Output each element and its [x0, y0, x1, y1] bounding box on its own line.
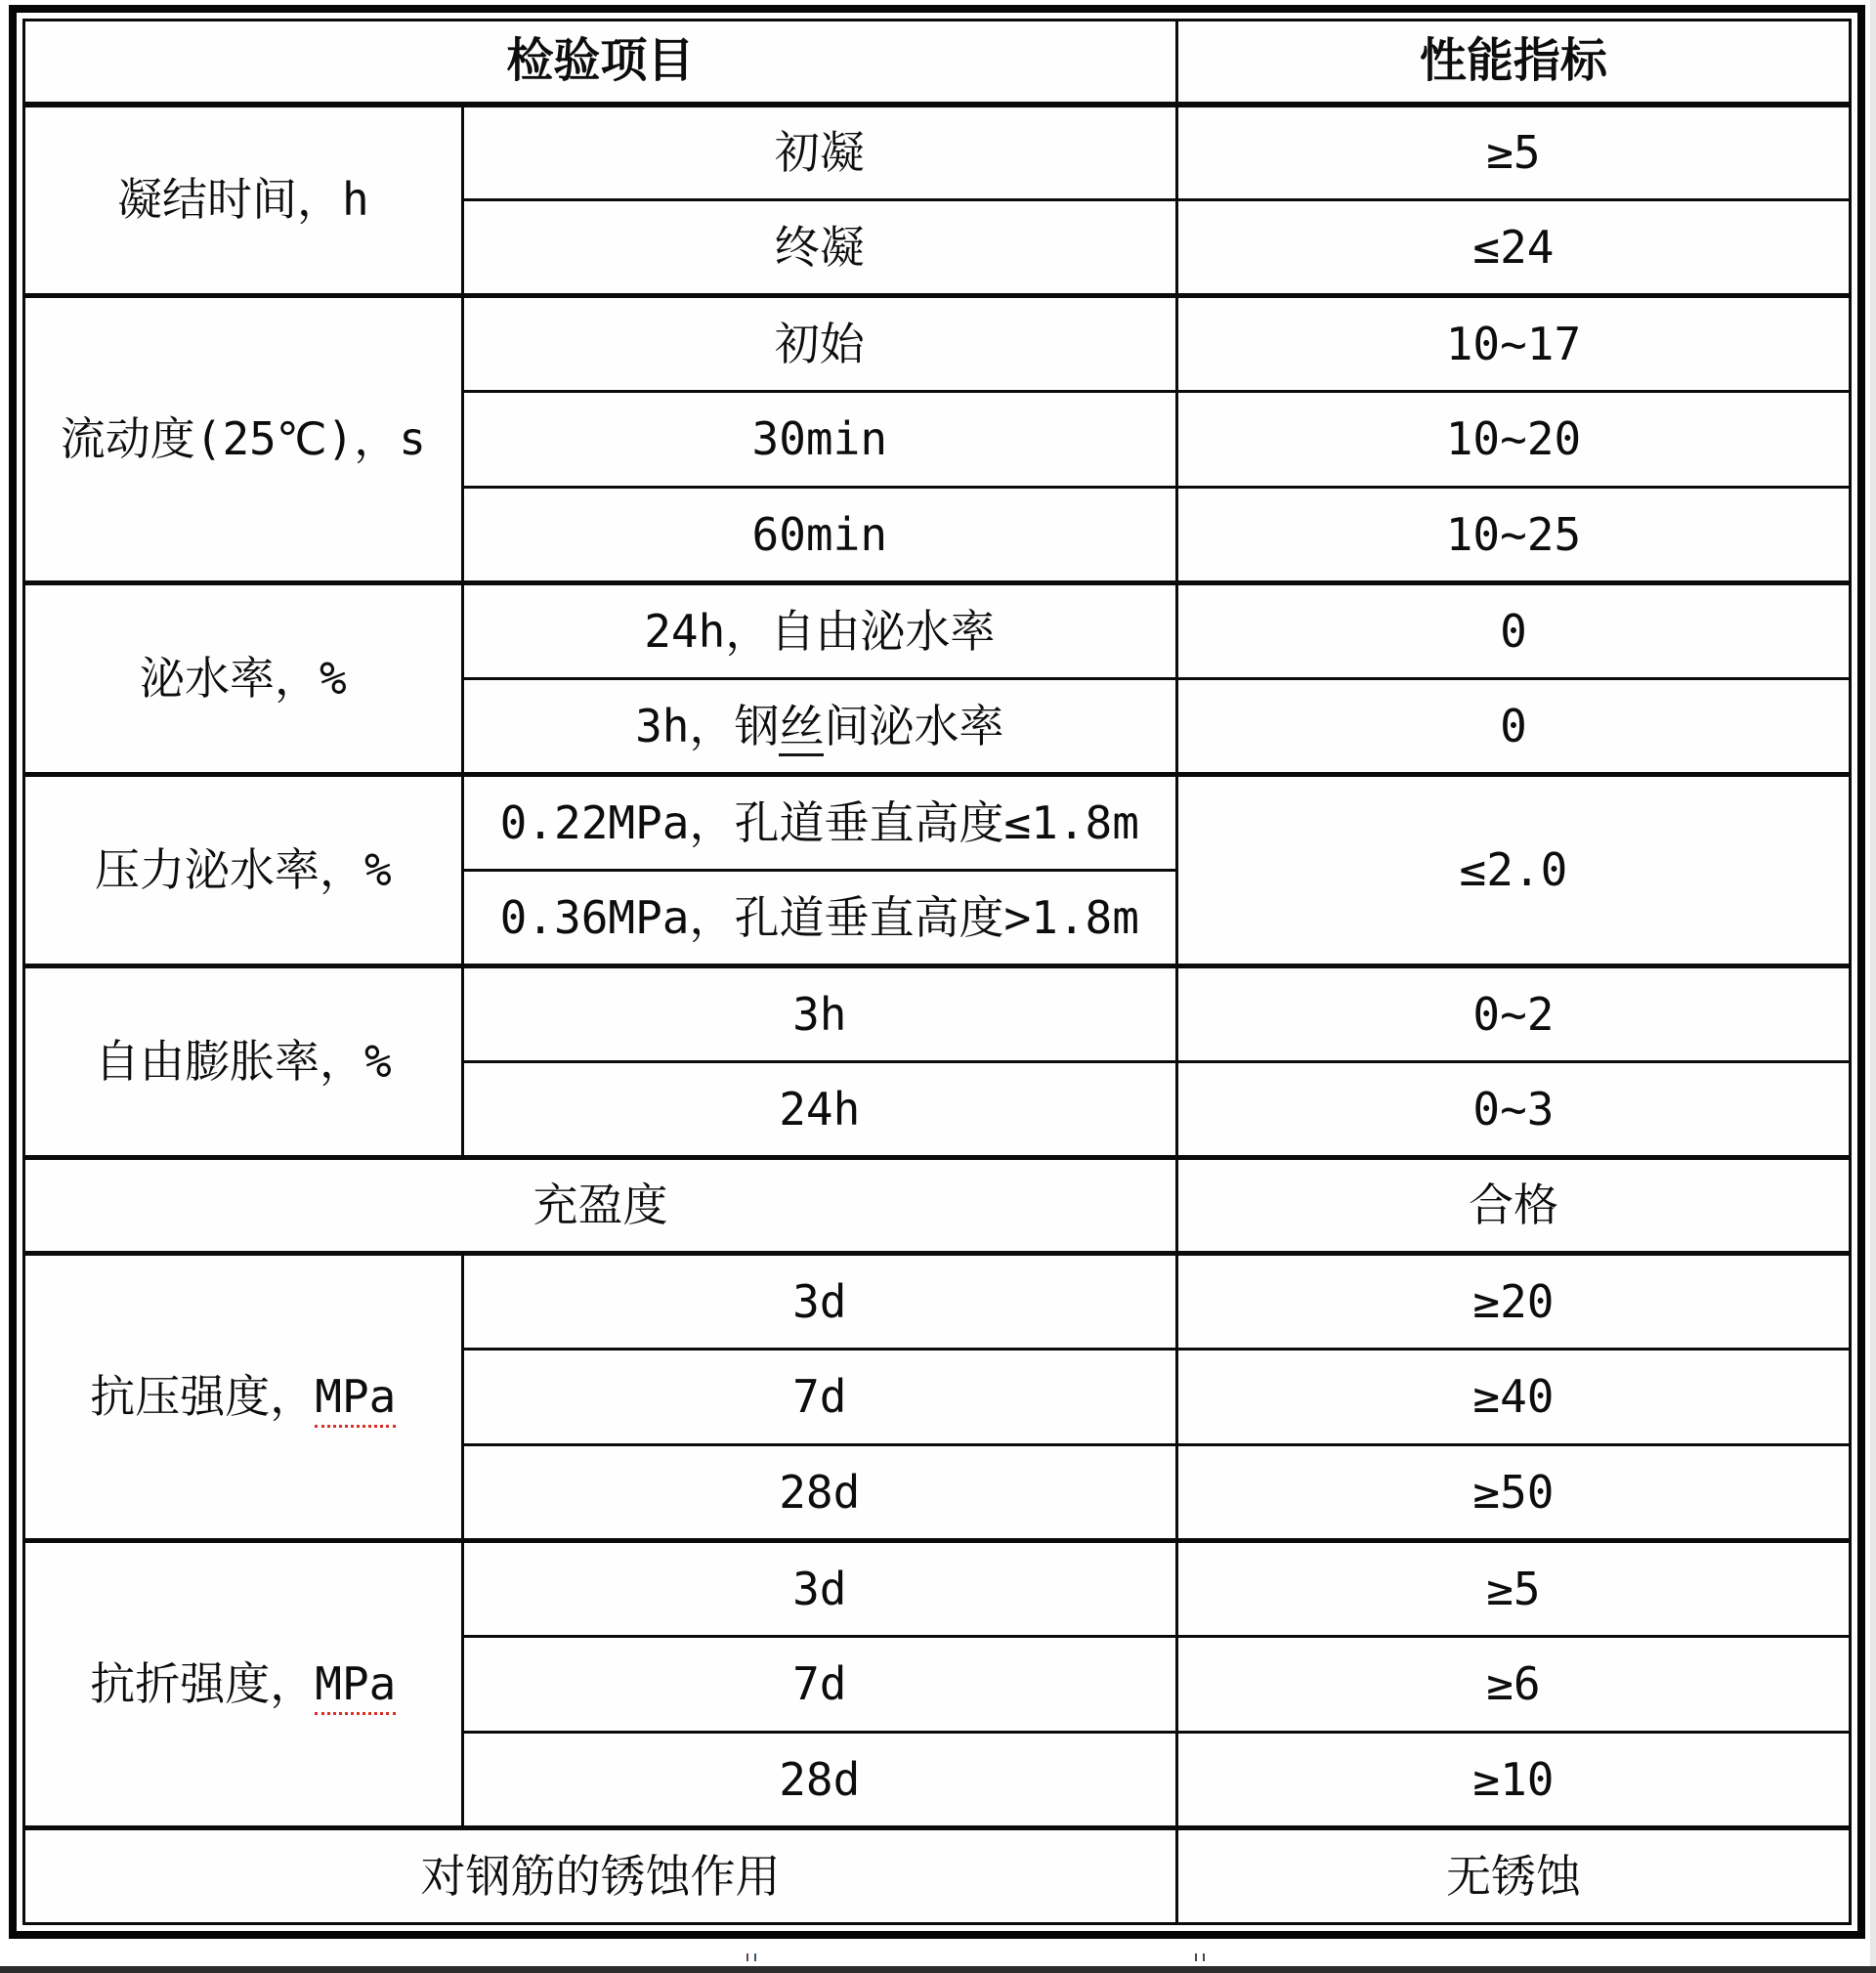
header-value-cell: 性能指标 — [1176, 21, 1850, 105]
value-cell: 10~17 — [1176, 296, 1850, 392]
table-outer-frame — [9, 5, 1865, 1939]
value-cell: 0 — [1176, 679, 1850, 775]
sub-item-cell: 3d — [462, 1541, 1176, 1637]
row-label-cell: 自由膨胀率，% — [24, 966, 463, 1158]
value-cell: 合格 — [1176, 1158, 1850, 1254]
row-label-cell: 凝结时间，h — [24, 105, 463, 296]
stray-mark — [746, 1953, 751, 1961]
sub-item-cell: 0.36MPa，孔道垂直高度>1.8m — [462, 871, 1176, 966]
sub-item-cell: 60min — [462, 488, 1176, 583]
row-label-text: 抗折强度， — [90, 1657, 316, 1711]
sub-item-cell: 28d — [462, 1733, 1176, 1828]
spec-table — [22, 19, 1852, 1925]
value-cell: ≥10 — [1176, 1733, 1850, 1828]
value-cell: 10~25 — [1176, 488, 1850, 583]
value-cell: 10~20 — [1176, 392, 1850, 488]
window-bottom-bar — [0, 1966, 1876, 1973]
underlined-char: 丝 — [779, 700, 824, 756]
full-span-label-cell: 充盈度 — [24, 1158, 1177, 1254]
screen-right-edge — [1870, 0, 1876, 1973]
stray-mark — [1195, 1953, 1200, 1961]
value-cell: 0~3 — [1176, 1062, 1850, 1158]
sub-item-cell: 3h — [462, 966, 1176, 1062]
sub-item-cell: 7d — [462, 1350, 1176, 1445]
row-label-cell: 压力泌水率，% — [24, 775, 463, 966]
full-span-label-cell: 对钢筋的锈蚀作用 — [24, 1828, 1177, 1924]
row-label-text: 抗压强度， — [90, 1370, 316, 1424]
value-cell: 0 — [1176, 583, 1850, 679]
value-cell: ≥6 — [1176, 1637, 1850, 1733]
merged-value-cell: ≤2.0 — [1176, 775, 1850, 966]
sub-item-cell: 初始 — [462, 296, 1176, 392]
sub-item-cell: 初凝 — [462, 105, 1176, 200]
row-label-cell — [24, 1541, 463, 1828]
sub-item-cell: 28d — [462, 1445, 1176, 1541]
value-cell: 0~2 — [1176, 966, 1850, 1062]
sub-item-cell: 24h — [462, 1062, 1176, 1158]
header-items-cell: 检验项目 — [24, 21, 1177, 105]
sub-item-cell: 0.22MPa，孔道垂直高度≤1.8m — [462, 775, 1176, 871]
sub-item-cell: 7d — [462, 1637, 1176, 1733]
sub-item-cell — [462, 679, 1176, 775]
sub-item-cell: 24h，自由泌水率 — [462, 583, 1176, 679]
sub-item-text: 间泌水率 — [824, 699, 1004, 752]
row-label-cell — [24, 1254, 463, 1541]
value-cell: ≥5 — [1176, 1541, 1850, 1637]
value-cell: ≤24 — [1176, 200, 1850, 296]
value-cell: ≥5 — [1176, 105, 1850, 200]
sub-item-cell: 终凝 — [462, 200, 1176, 296]
value-cell: ≥40 — [1176, 1350, 1850, 1445]
spellcheck-squiggle-unit: MPa — [315, 1370, 396, 1428]
value-cell: ≥50 — [1176, 1445, 1850, 1541]
sub-item-cell: 3d — [462, 1254, 1176, 1350]
row-label-cell: 泌水率，% — [24, 583, 463, 775]
spellcheck-squiggle-unit: MPa — [315, 1657, 396, 1715]
sub-item-cell: 30min — [462, 392, 1176, 488]
value-cell: 无锈蚀 — [1176, 1828, 1850, 1924]
row-label-cell: 流动度(25℃)，s — [24, 296, 463, 583]
sub-item-text: 3h，钢 — [635, 699, 780, 752]
value-cell: ≥20 — [1176, 1254, 1850, 1350]
